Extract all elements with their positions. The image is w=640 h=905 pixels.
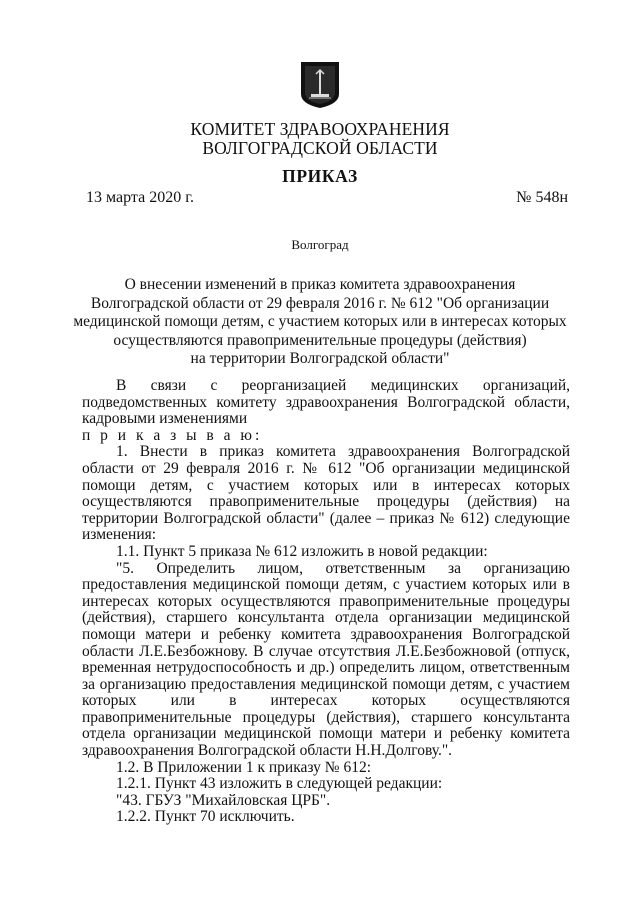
subject-line: на территории Волгоградской области": [190, 350, 450, 367]
orders-line: п р и к а з ы в а ю:: [82, 426, 263, 444]
document-city: Волгоград: [291, 237, 349, 252]
document-title: ПРИКАЗ: [282, 166, 358, 186]
document-subject: [0, 276, 640, 369]
item-1-paragraph: 1. Внести в приказ комитета здравоохранения Волгоградской области от 29 февраля 2016 г. № 612 "Об организации медицинской помощи детям, с участием которых или в интересах которых осуществляются правоприменительные процедуры (действия) на территории Волгоградской области" (далее – приказ № 612) следующие изменения:: [82, 443, 570, 544]
item-1-2-2-paragraph: 1.2.2. Пункт 70 исключить.: [116, 808, 295, 826]
subject-line: О внесении изменений в приказ комитета здравоохранения: [124, 276, 516, 293]
preamble-paragraph: В связи с реорганизацией медицинских организаций, подведомственных комитету здравоохранения Волгоградской области, кадровыми изменениями: [82, 377, 570, 428]
document-date: 13 марта 2020 г.: [86, 189, 194, 206]
item-43-paragraph: "43. ГБУЗ "Михайловская ЦРБ".: [116, 791, 331, 809]
subject-line: медицинской помощи детям, с участием которых или в интересах которых: [73, 313, 567, 330]
item-1-2-paragraph: 1.2. В Приложении 1 к приказу № 612:: [116, 758, 372, 776]
item-1-1-paragraph: 1.1. Пункт 5 приказа № 612 изложить в новой редакции:: [116, 542, 488, 560]
document-number: № 548н: [516, 189, 568, 206]
subject-line: Волгоградской области от 29 февраля 2016 г. № 612 "Об организации: [90, 294, 550, 312]
org-line-2: ВОЛГОГРАДСКОЙ ОБЛАСТИ: [202, 138, 438, 158]
document-body: [82, 378, 570, 826]
subject-line: осуществляются правоприменительные процедуры (действия): [113, 331, 527, 349]
item-1-2-1-paragraph: 1.2.1. Пункт 43 изложить в следующей редакции:: [116, 775, 443, 793]
organization-name: [0, 120, 640, 158]
emblem-icon: [299, 60, 341, 110]
org-line-1: КОМИТЕТ ЗДРАВООХРАНЕНИЯ: [190, 119, 450, 139]
item-5-paragraph: "5. Определить лицом, ответственным за организацию предоставления медицинской помощи детям, с участием которых или в интересах которых осуществляются правоприменительные процедуры (действия), старшего консультанта отдела организации медицинской помощи матери и ребенку комитета здравоохранения Волгоградской области Л.Е.Безбожнову. В случае отсутствия Л.Е.Безбожновой (отпуск, временная нетрудоспособность и др.) определить лицом, ответственным за организацию предоставления медицинской помощи детям, с участием которых или в интересах которых осуществляются правоприменительные процедуры (действия), старшего консультанта отдела организации медицинской помощи матери и ребенку комитета здравоохранения Волгоградской области Н.Н.Долгову.".: [82, 559, 570, 760]
